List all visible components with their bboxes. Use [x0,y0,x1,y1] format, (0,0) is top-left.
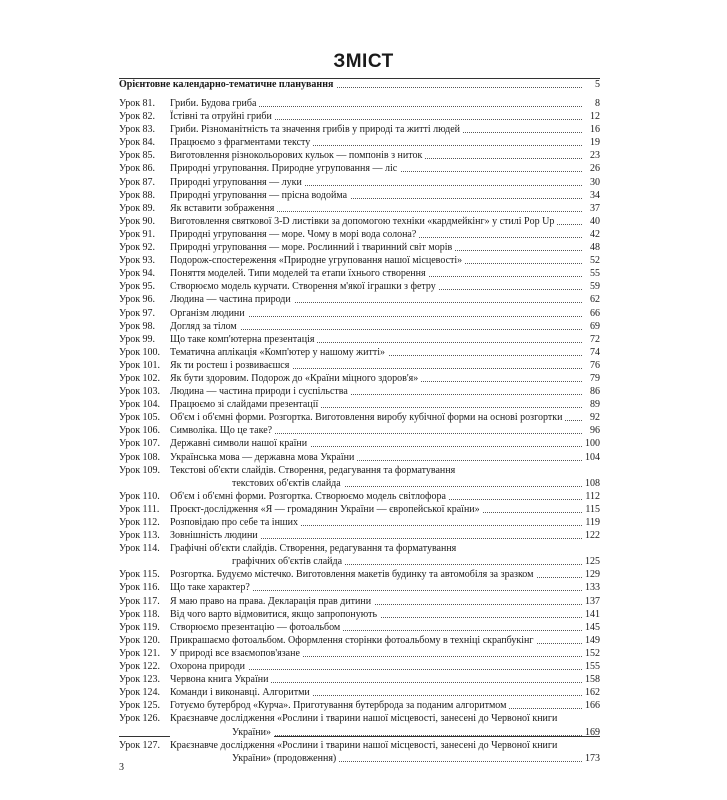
toc-topic [170,516,582,529]
toc-topic-text: Створюємо модель курчати. Створення м'якої іграшки з фетру [170,281,439,292]
toc-topic [170,503,582,516]
toc-topic [170,136,582,149]
toc-lesson: Урок 104. [119,399,161,411]
toc-intro-topic: Орієнтовне календарно-тематичне планування [119,78,582,91]
toc-page: 162 [585,687,600,699]
toc-lesson: Урок 118. [119,608,160,620]
toc-lesson: Урок 86. [119,163,156,175]
toc-lesson: Урок 121. [119,647,161,659]
toc-topic-text: Природні угруповання — море. Рослинний і тваринний світ морів [170,242,455,253]
toc-intro-page: 5 [595,79,600,90]
toc-lesson: Урок 124. [119,687,161,699]
toc-lesson: Урок 123. [119,674,161,686]
toc-row[interactable] [119,542,600,568]
toc-topic [170,320,582,333]
toc-topic [170,673,582,686]
toc-page: 59 [590,281,600,293]
toc-page: 62 [590,294,600,306]
toc-topic [170,490,582,503]
toc-page: 133 [585,582,600,594]
toc-topic [170,385,582,398]
toc-lesson: Урок 119. [119,621,160,633]
toc-topic-text: Червона книга України [170,674,271,685]
toc-topic [170,254,582,267]
toc-topic [170,202,582,215]
toc-page: 104 [585,451,600,463]
toc-topic [170,464,582,490]
toc-lesson: Урок 85. [119,150,156,162]
toc-page: 169 [585,726,600,738]
toc-page: 92 [590,412,600,424]
toc-row[interactable] [119,595,600,608]
toc-topic-text: Людина — частина природи і суспільства [170,386,351,397]
toc-page: 69 [590,320,600,332]
toc-lesson: Урок 95. [119,281,156,293]
toc-row[interactable] [119,372,600,385]
toc-row[interactable] [119,529,600,542]
toc-row[interactable] [119,307,600,320]
toc-page: 86 [590,386,600,398]
toc-topic [170,149,582,162]
toc-lesson: Урок 92. [119,242,156,254]
toc-topic-line1: Текстові об'єкти слайдів. Створення, редагування та форматування [170,464,456,476]
toc-topic [170,241,582,254]
toc-page: 48 [590,242,600,254]
toc-row[interactable] [119,660,600,673]
toc-topic [170,123,582,136]
toc-page: 40 [590,215,600,227]
toc-page: 16 [590,124,600,136]
toc-intro-row[interactable] [119,78,600,97]
toc-topic-text: Як бути здоровим. Подорож до «Країни міцного здоров'я» [170,373,421,384]
toc-topic [170,437,582,450]
toc-topic [170,333,582,346]
toc-topic-text: Я маю право на права. Декларація прав дитини [170,596,374,607]
toc-row[interactable] [119,503,600,516]
toc-topic [170,699,582,712]
toc-row[interactable] [119,97,600,110]
toc-topic-line2 [170,477,582,490]
toc-row[interactable] [119,398,600,411]
toc-topic-line2-text: текстових об'єктів слайда [170,478,344,489]
toc-topic [170,424,582,437]
toc-page: 89 [590,399,600,411]
toc-lesson: Урок 98. [119,320,156,332]
toc-topic [170,97,582,110]
toc-lesson: Урок 93. [119,255,156,267]
toc-lesson: Урок 89. [119,202,156,214]
toc-row[interactable] [119,608,600,621]
toc-lesson: Урок 103. [119,386,161,398]
toc-lesson: Урок 122. [119,661,161,673]
toc-topic-text: Природні угруповання — прісна водойма [170,190,350,201]
toc-page: 122 [585,530,600,542]
toc-page: 26 [590,163,600,175]
toc-lesson: Урок 110. [119,490,160,502]
toc-page: 8 [595,98,600,109]
toc-topic-text: Гриби. Різноманітність та значення грибів у природі та житті людей [170,124,463,135]
table-of-contents [119,78,600,765]
toc-topic [170,176,582,189]
toc-row[interactable] [119,621,600,634]
toc-topic [170,267,582,280]
toc-topic-text: Зовнішність людини [170,530,261,541]
toc-topic [170,228,582,241]
toc-row[interactable] [119,464,600,490]
toc-topic [170,162,582,175]
toc-row[interactable] [119,293,600,306]
toc-row[interactable] [119,320,600,333]
toc-lesson: Урок 111. [119,503,160,515]
toc-page: 19 [590,137,600,149]
toc-row[interactable] [119,490,600,503]
toc-row[interactable] [119,123,600,136]
toc-lesson: Урок 127. [119,739,161,751]
page-number: 3 [119,762,124,773]
toc-lesson: Урок 117. [119,595,160,607]
toc-topic [170,608,582,621]
toc-topic-text: Гриби. Будова гриба [170,98,259,109]
toc-topic-text: Поняття моделей. Типи моделей та етапи їхнього створення [170,268,429,279]
toc-page: 74 [590,346,600,358]
toc-row[interactable] [119,228,600,241]
toc-row[interactable] [119,437,600,450]
toc-topic-line1: Краєзнавче дослідження «Рослини і тварини нашої місцевості, занесені до Червоної книги [170,713,558,725]
toc-topic-text: Їстівні та отруйні гриби [170,111,275,122]
toc-row[interactable] [119,110,600,123]
toc-row[interactable] [119,162,600,175]
toc-row[interactable] [119,451,600,464]
toc-page: 173 [585,752,600,764]
toc-topic-text: Подорож-спостереження «Природне угруповання нашої місцевості» [170,255,465,266]
toc-lesson: Урок 105. [119,412,161,424]
toc-lesson: Урок 112. [119,517,160,528]
toc-page: 115 [585,503,600,515]
toc-topic [170,372,582,385]
toc-topic-text: Розгортка. Будуємо містечко. Виготовлення макетів будинку та автомобіля за зразком [170,569,536,580]
toc-topic-text: Природні угруповання — море. Чому в морі вода солона? [170,229,419,240]
toc-row[interactable] [119,241,600,254]
toc-topic-line2 [170,752,582,765]
toc-row[interactable] [119,712,600,738]
toc-page: 119 [585,517,600,528]
toc-page: 79 [590,372,600,384]
toc-lesson: Урок 107. [119,438,161,450]
toc-topic-text: Прикрашаємо фотоальбом. Оформлення сторінки фотоальбому в техніці скрапбукінг [170,635,536,646]
toc-topic [170,739,582,765]
toc-topic [170,581,582,594]
toc-topic-text: Розповідаю про себе та інших [170,517,301,528]
toc-page: 52 [590,255,600,267]
toc-topic [170,542,582,568]
page-title: ЗМІСТ [333,51,394,72]
toc-lesson: Урок 102. [119,372,161,384]
toc-topic-text: Готуємо бутерброд «Курча». Приготування бутерброда за поданим алгоритмом [170,700,509,711]
toc-page: 96 [590,425,600,437]
toc-lesson: Урок 90. [119,215,156,227]
toc-page: 166 [585,700,600,712]
toc-page: 37 [590,202,600,214]
toc-page: 76 [590,359,600,371]
toc-page: 125 [585,556,600,568]
toc-topic [170,280,582,293]
toc-row[interactable] [119,202,600,215]
toc-topic-line1: Графічні об'єкти слайдів. Створення, редагування та форматування [170,543,457,555]
toc-topic [170,621,582,634]
toc-topic [170,568,582,581]
toc-topic-text: Охорона природи [170,661,248,672]
toc-page: 23 [590,150,600,162]
toc-row[interactable] [119,149,600,162]
toc-topic [170,359,582,372]
toc-lesson: Урок 99. [119,333,156,345]
toc-page: 12 [590,111,600,123]
toc-lesson: Урок 108. [119,451,161,463]
toc-page: 55 [590,268,600,280]
toc-row[interactable] [119,136,600,149]
toc-topic [170,110,582,123]
toc-row[interactable] [119,647,600,660]
toc-page: 30 [590,176,600,188]
toc-topic-text: Природні угруповання. Природне угруповання — ліс [170,163,400,174]
toc-lesson: Урок 109. [119,464,161,476]
toc-lesson: Урок 116. [119,582,160,594]
toc-lesson: Урок 81. [119,98,156,109]
toc-lesson: Урок 87. [119,176,156,188]
toc-lesson: Урок 100. [119,346,161,358]
toc-topic-text: Природні угруповання — луки [170,177,305,188]
toc-row[interactable] [119,359,600,372]
toc-lesson: Урок 126. [119,713,161,725]
toc-row[interactable] [119,267,600,280]
toc-row[interactable] [119,516,600,529]
toc-row[interactable] [119,634,600,647]
toc-topic-text: Об'єм і об'ємні форми. Розгортка. Виготовлення виробу кубічної форми на основі розгортки [170,412,565,423]
toc-lesson: Урок 84. [119,137,156,149]
toc-topic-text: Працюємо зі слайдами презентації [170,399,321,410]
toc-topic-text: Що таке характер? [170,582,253,593]
toc-page: 158 [585,674,600,686]
toc-row[interactable] [119,189,600,202]
toc-topic-line2-text: графічних об'єктів слайда [170,556,345,567]
toc-page: 66 [590,307,600,319]
toc-topic-text: Створюємо презентацію — фотоальбом [170,622,343,633]
toc-page: 141 [585,608,600,620]
toc-topic-text: Людина — частина природи [170,294,294,305]
toc-lesson: Урок 115. [119,569,160,581]
toc-topic-text: Проєкт-дослідження «Я — громадянин України — європейської країни» [170,504,483,515]
toc-topic-line1: Краєзнавче дослідження «Рослини і тварини нашої місцевості, занесені до Червоної книги [170,739,558,751]
toc-page: 112 [585,490,600,502]
toc-topic [170,595,582,608]
toc-topic-line2-text: України» (продовження) [170,753,339,764]
toc-topic-text: Від чого варто відмовитися, якщо запропонують [170,609,380,620]
toc-page: 108 [585,477,600,489]
toc-topic-text: Як вставити зображення [170,203,277,214]
toc-topic-text: Виготовлення різнокольорових кульок — помпонів з ниток [170,150,425,161]
toc-topic [170,307,582,320]
toc-lesson: Урок 101. [119,359,161,371]
toc-page: 137 [585,595,600,607]
toc-topic-line2 [170,726,582,739]
toc-page: 34 [590,189,600,201]
toc-topic [170,411,582,424]
toc-topic [170,451,582,464]
toc-row[interactable] [119,333,600,346]
toc-topic-text: Як ти ростеш і розвиваєшся [170,360,292,371]
toc-topic [170,634,582,647]
toc-lesson: Урок 82. [119,111,156,123]
toc-row[interactable] [119,411,600,424]
toc-row[interactable] [119,254,600,267]
toc-topic-line2 [170,555,582,568]
toc-topic [170,529,582,542]
toc-page: 100 [585,438,600,450]
toc-row[interactable] [119,673,600,686]
toc-topic-line2-text: України» [170,727,274,738]
toc-page: 155 [585,661,600,673]
toc-row[interactable] [119,699,600,712]
toc-topic [170,712,582,738]
toc-lesson: Урок 97. [119,307,156,319]
toc-lesson: Урок 91. [119,228,156,240]
toc-row[interactable] [119,739,600,765]
toc-topic-text: Команди і виконавці. Алгоритми [170,687,313,698]
toc-row[interactable] [119,686,600,699]
toc-topic-text: Тематична аплікація «Комп'ютер у нашому житті» [170,347,388,358]
toc-row[interactable] [119,280,600,293]
toc-topic-text: Символіка. Що це таке? [170,425,275,436]
toc-page: 72 [590,333,600,345]
toc-row[interactable] [119,385,600,398]
toc-row[interactable] [119,215,600,228]
toc-topic [170,686,582,699]
toc-topic [170,346,582,359]
toc-lesson: Урок 94. [119,268,156,280]
toc-lesson: Урок 120. [119,634,161,646]
toc-topic [170,215,582,228]
toc-page: 129 [585,569,600,581]
toc-page: 42 [590,228,600,240]
toc-topic-text: Догляд за тілом [170,321,240,332]
toc-topic-text: Українська мова — державна мова України [170,452,357,463]
toc-lesson: Урок 96. [119,294,156,306]
toc-topic-text: Виготовлення святкової 3-D листівки за допомогою техніки «кардмейкінг» у стилі Pop Up [170,216,557,227]
toc-topic-text: У природі все взаємопов'язане [170,648,303,659]
toc-topic-text: Організм людини [170,308,248,319]
toc-topic [170,398,582,411]
toc-row[interactable] [119,568,600,581]
toc-row[interactable] [119,424,600,437]
toc-lesson: Урок 113. [119,530,160,542]
toc-page: 145 [585,621,600,633]
toc-lesson: Урок 83. [119,124,156,136]
toc-row[interactable] [119,581,600,594]
toc-lesson: Урок 125. [119,700,161,712]
toc-lesson: Урок 88. [119,189,156,201]
toc-topic [170,189,582,202]
toc-topic [170,660,582,673]
toc-topic [170,647,582,660]
toc-row[interactable] [119,176,600,189]
toc-page: 149 [585,634,600,646]
toc-page: 152 [585,647,600,659]
toc-lesson: Урок 114. [119,543,160,555]
toc-topic-text: Працюємо з фрагментами тексту [170,137,313,148]
toc-topic-text: Що таке комп'ютерна презентація [170,334,317,345]
toc-topic-text: Об'єм і об'ємні форми. Розгортка. Створюємо модель світлофора [170,491,449,502]
toc-lesson: Урок 106. [119,425,161,437]
toc-topic [170,293,582,306]
toc-row[interactable] [119,346,600,359]
toc-topic-text: Державні символи нашої країни [170,438,310,449]
